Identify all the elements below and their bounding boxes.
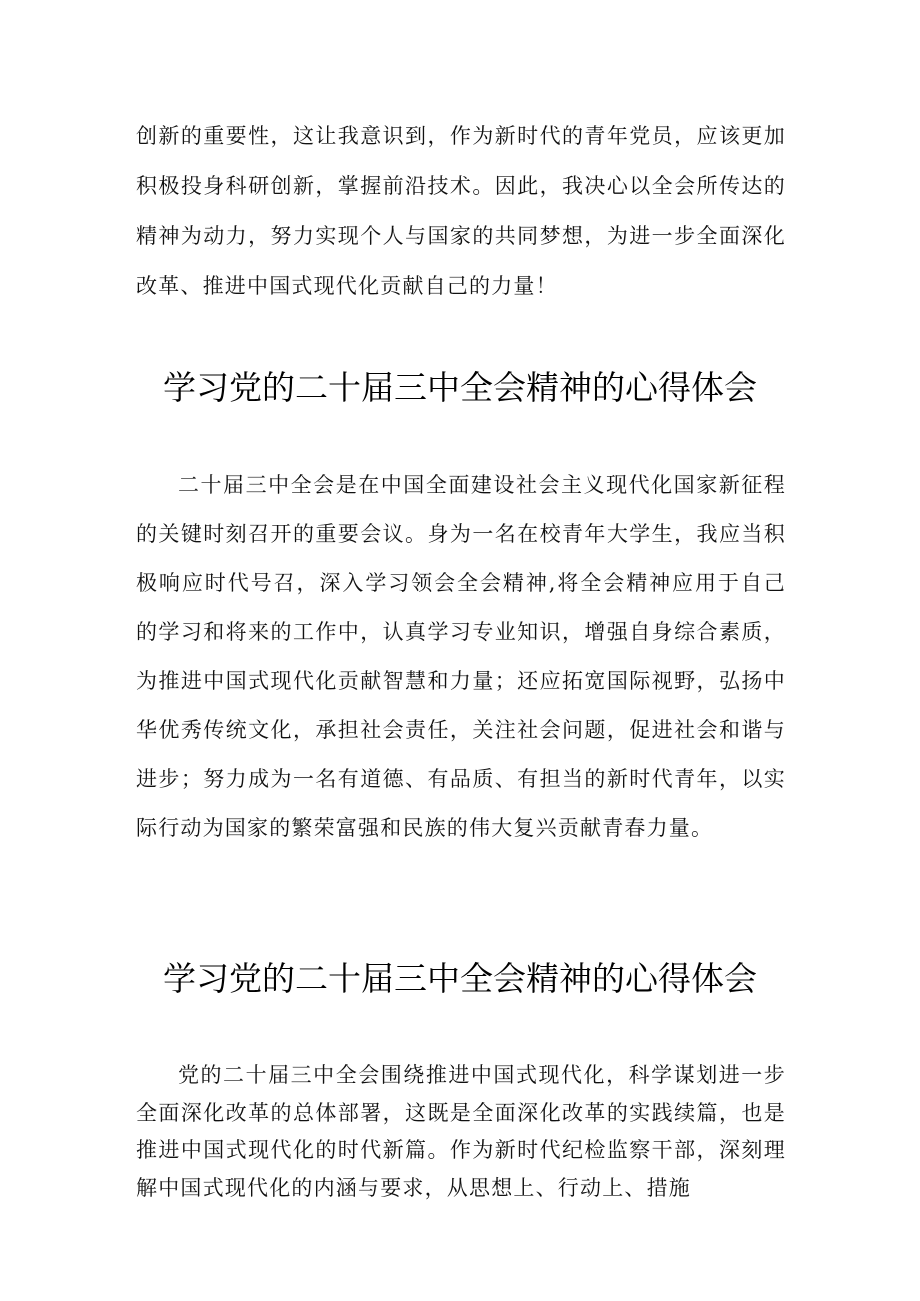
section-1-body: 二十届三中全会是在中国全面建设社会主义现代化国家新征程的关键时刻召开的重要会议。身为一名在校青年大学生，我应当积极响应时代号召，深入学习领会全会精神,将全会精神应用于自己的学习和将来的工作中，认真学习专业知识，增强自身综合素质，为推进中国式现代化贡献智慧和力量；还应拓宽国际视野，弘扬中华优秀传统文化，承担社会责任，关注社会问题，促进社会和谐与进步；努力成为一名有道德、有品质、有担当的新时代青年，以实际行动为国家的繁荣富强和民族的伟大复兴贡献青春力量。 bbox=[136, 473, 786, 840]
section-2-title: 学习党的二十届三中全会精神的心得体会 bbox=[163, 959, 757, 998]
section-1-title: 学习党的二十届三中全会精神的心得体会 bbox=[163, 368, 757, 407]
section-2-body: 党的二十届三中全会围绕推进中国式现代化，科学谋划进一步全面深化改革的总体部署，这既是全面深化改革的实践续篇，也是推进中国式现代化的时代新篇。作为新时代纪检监察干部，深刻理解中国式现代化的内涵与要求，从思想上、行动上、措施 bbox=[136, 1063, 786, 1200]
continued-paragraph: 创新的重要性，这让我意识到，作为新时代的青年党员，应该更加积极投身科研创新，掌握前沿技术。因此，我决心以全会所传达的精神为动力，努力实现个人与国家的共同梦想，为进一步全面深化改革、推进中国式现代化贡献自己的力量！ bbox=[136, 124, 786, 298]
